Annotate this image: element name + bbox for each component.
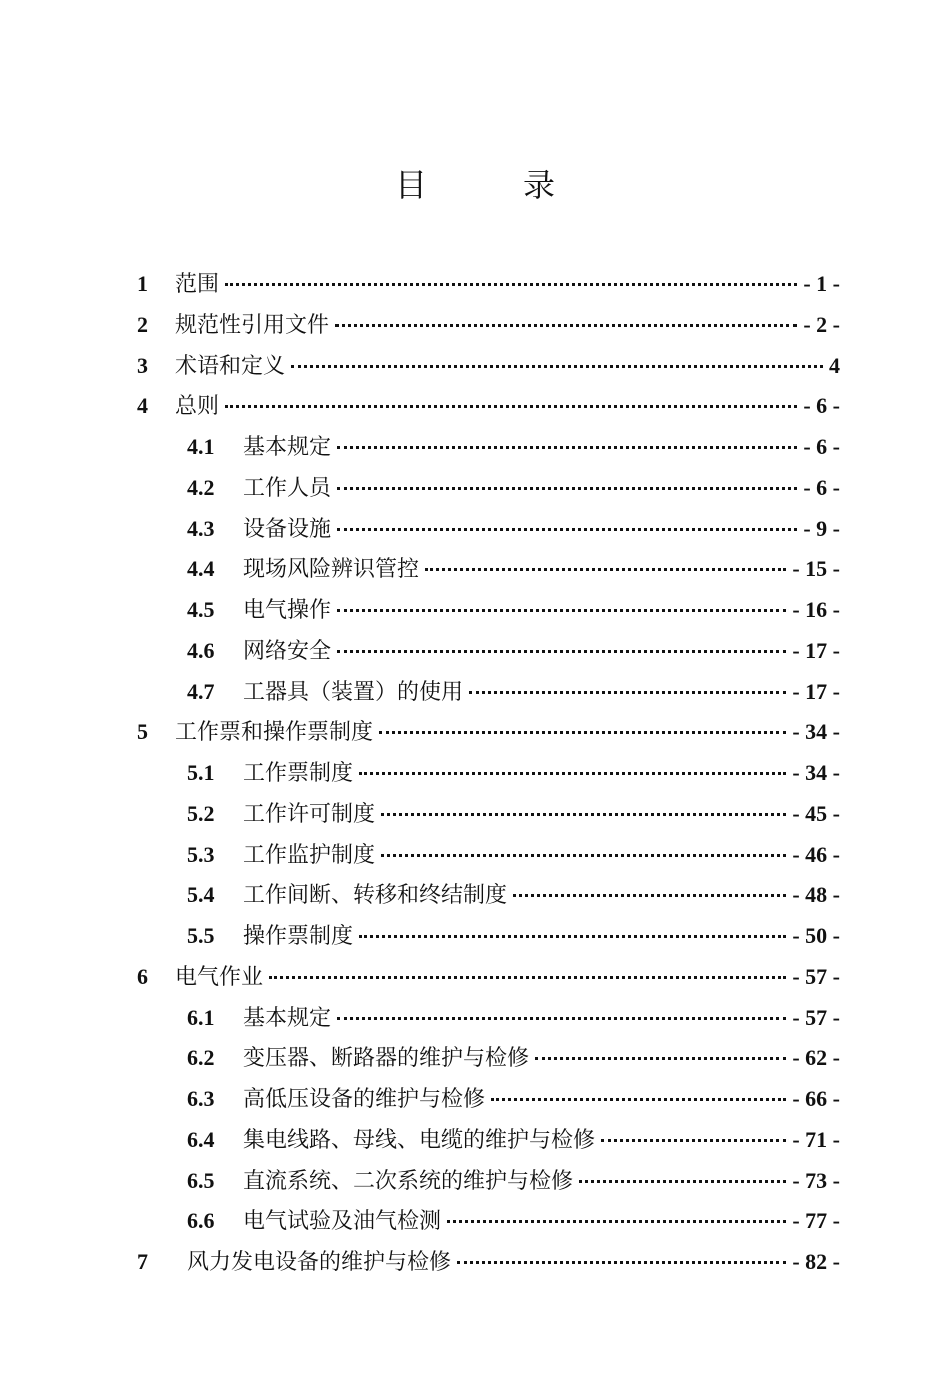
dot-leader bbox=[457, 1261, 786, 1264]
toc-entry-label: 工作票制度 bbox=[243, 760, 354, 785]
toc-entry-page: - 71 - bbox=[792, 1126, 840, 1152]
toc-entry-number: 6.3 bbox=[187, 1086, 215, 1111]
toc-entry[interactable] bbox=[0, 957, 950, 998]
toc-entry-number: 6.5 bbox=[187, 1167, 215, 1193]
toc-entry-page: - 34 - bbox=[792, 760, 840, 785]
dot-leader bbox=[379, 731, 786, 734]
toc-title: 目 录 bbox=[394, 167, 599, 203]
toc-entry-link[interactable] bbox=[243, 1201, 840, 1242]
toc-entry-page: - 2 - bbox=[803, 311, 840, 337]
toc-entry-number: 4.5 bbox=[187, 597, 215, 622]
toc-entry-number: 3 bbox=[137, 352, 148, 378]
dot-leader bbox=[381, 854, 786, 857]
toc-entry-page: - 17 - bbox=[792, 637, 840, 663]
toc-entry-label: 工作许可制度 bbox=[243, 800, 376, 826]
toc-entry-link[interactable] bbox=[175, 305, 840, 346]
toc-entry[interactable] bbox=[0, 753, 950, 794]
toc-entry[interactable] bbox=[0, 835, 950, 876]
toc-entry-link[interactable] bbox=[243, 1079, 840, 1120]
toc-entry-number: 2 bbox=[137, 311, 148, 337]
toc-entry-number: 4.2 bbox=[187, 474, 215, 500]
dot-leader bbox=[469, 691, 786, 694]
dot-leader bbox=[425, 568, 786, 571]
toc-entry-page: - 6 - bbox=[803, 474, 840, 500]
toc-entry-label: 总则 bbox=[175, 393, 220, 419]
toc-entry[interactable] bbox=[0, 264, 950, 305]
toc-entry-page: - 50 - bbox=[792, 923, 840, 948]
toc-entry[interactable] bbox=[0, 549, 950, 590]
toc-entry-page: - 6 - bbox=[803, 393, 840, 419]
toc-entry-label: 直流系统、二次系统的维护与检修 bbox=[243, 1167, 574, 1193]
dot-leader bbox=[535, 1057, 786, 1060]
toc-entry-number: 5 bbox=[137, 719, 148, 745]
toc-entry-link[interactable] bbox=[243, 672, 840, 713]
toc-entry-link[interactable] bbox=[243, 794, 840, 835]
toc-entry-number: 6.2 bbox=[187, 1045, 215, 1071]
toc-entry-label: 基本规定 bbox=[243, 434, 332, 459]
toc-entry-label: 设备设施 bbox=[243, 515, 332, 541]
toc-entry-number: 7 bbox=[137, 1249, 148, 1274]
toc-entry-link[interactable] bbox=[243, 998, 840, 1039]
toc-entry-link[interactable] bbox=[175, 346, 840, 387]
table-of-contents bbox=[0, 264, 950, 1283]
toc-entry-number: 4.3 bbox=[187, 515, 215, 541]
toc-entry-link[interactable] bbox=[243, 590, 840, 631]
toc-entry[interactable] bbox=[0, 1120, 950, 1161]
toc-entry-page: - 1 - bbox=[803, 271, 840, 296]
toc-entry[interactable] bbox=[0, 916, 950, 957]
toc-entry-link[interactable] bbox=[243, 753, 840, 794]
toc-entry-link[interactable] bbox=[175, 264, 840, 305]
toc-entry-page: - 66 - bbox=[792, 1086, 840, 1111]
dot-leader bbox=[359, 772, 786, 775]
dot-leader bbox=[335, 324, 797, 327]
toc-entry-number: 6.1 bbox=[187, 1004, 215, 1030]
toc-entry-link[interactable] bbox=[175, 957, 840, 998]
toc-entry[interactable] bbox=[0, 386, 950, 427]
toc-entry-number: 5.4 bbox=[187, 882, 215, 908]
toc-entry-number: 5.3 bbox=[187, 841, 215, 867]
toc-entry[interactable] bbox=[0, 875, 950, 916]
toc-entry-link[interactable] bbox=[243, 916, 840, 957]
toc-entry-number: 6.6 bbox=[187, 1208, 215, 1234]
toc-entry[interactable] bbox=[0, 998, 950, 1039]
toc-entry[interactable] bbox=[0, 305, 950, 346]
dot-leader bbox=[337, 1017, 786, 1020]
toc-entry-link[interactable] bbox=[187, 1242, 840, 1283]
toc-entry[interactable] bbox=[0, 427, 950, 468]
toc-entry-label: 工器具（装置）的使用 bbox=[243, 678, 464, 704]
dot-leader bbox=[225, 283, 797, 286]
toc-entry-page: - 46 - bbox=[792, 841, 840, 867]
dot-leader bbox=[225, 405, 797, 408]
toc-entry-page: - 9 - bbox=[803, 515, 840, 541]
dot-leader bbox=[579, 1180, 786, 1183]
toc-entry-page: - 82 - bbox=[792, 1249, 840, 1274]
dot-leader bbox=[337, 528, 797, 531]
toc-entry-page: - 48 - bbox=[792, 882, 840, 908]
toc-entry-number: 4.1 bbox=[187, 434, 215, 459]
toc-entry[interactable] bbox=[0, 1079, 950, 1120]
toc-entry-number: 6.4 bbox=[187, 1126, 215, 1152]
toc-entry[interactable] bbox=[0, 1161, 950, 1202]
dot-leader bbox=[381, 813, 786, 816]
toc-entry-label: 工作间断、转移和终结制度 bbox=[243, 882, 508, 908]
toc-entry-link[interactable] bbox=[175, 386, 840, 427]
dot-leader bbox=[337, 609, 786, 612]
toc-entry-link[interactable] bbox=[243, 631, 840, 672]
toc-entry-label: 工作票和操作票制度 bbox=[175, 719, 374, 745]
toc-entry-page: - 57 - bbox=[792, 963, 840, 989]
dot-leader bbox=[337, 650, 786, 653]
dot-leader bbox=[513, 894, 786, 897]
dot-leader bbox=[337, 446, 797, 449]
toc-entry-label: 现场风险辨识管控 bbox=[243, 556, 420, 582]
toc-entry-label: 范围 bbox=[175, 271, 220, 296]
dot-leader bbox=[601, 1139, 786, 1142]
toc-entry[interactable] bbox=[0, 672, 950, 713]
toc-entry-label: 术语和定义 bbox=[175, 352, 286, 378]
toc-entry-link[interactable] bbox=[243, 835, 840, 876]
toc-entry-link[interactable] bbox=[243, 468, 840, 509]
toc-entry[interactable] bbox=[0, 631, 950, 672]
toc-entry-link[interactable] bbox=[243, 875, 840, 916]
dot-leader bbox=[269, 976, 786, 979]
toc-entry[interactable] bbox=[0, 346, 950, 387]
toc-entry[interactable] bbox=[0, 590, 950, 631]
toc-entry-label: 基本规定 bbox=[243, 1004, 332, 1030]
toc-entry-page: - 16 - bbox=[792, 597, 840, 622]
toc-entry-label: 网络安全 bbox=[243, 637, 332, 663]
toc-entry-number: 4 bbox=[137, 393, 148, 419]
toc-entry-link[interactable] bbox=[243, 1161, 840, 1202]
toc-entry-page: - 77 - bbox=[792, 1208, 840, 1234]
toc-entry-label: 工作人员 bbox=[243, 474, 332, 500]
dot-leader bbox=[359, 935, 786, 938]
toc-entry-number: 4.4 bbox=[187, 556, 215, 582]
toc-entry[interactable] bbox=[0, 1242, 950, 1283]
toc-entry-number: 5.5 bbox=[187, 923, 215, 948]
toc-entry-page: - 15 - bbox=[792, 556, 840, 582]
toc-entry-number: 5.2 bbox=[187, 800, 215, 826]
toc-entry-link[interactable] bbox=[243, 427, 840, 468]
toc-entry-number: 6 bbox=[137, 963, 148, 989]
toc-entry-number: 5.1 bbox=[187, 760, 215, 785]
toc-entry-page: - 62 - bbox=[792, 1045, 840, 1071]
toc-entry-label: 电气试验及油气检测 bbox=[243, 1208, 442, 1234]
toc-entry-page: - 17 - bbox=[792, 678, 840, 704]
toc-entry[interactable] bbox=[0, 794, 950, 835]
toc-entry-label: 高低压设备的维护与检修 bbox=[243, 1086, 486, 1111]
toc-entry[interactable] bbox=[0, 509, 950, 550]
toc-entry-label: 变压器、断路器的维护与检修 bbox=[243, 1045, 530, 1071]
toc-entry-number: 1 bbox=[137, 271, 148, 296]
toc-entry-link[interactable] bbox=[175, 712, 840, 753]
toc-entry[interactable] bbox=[0, 468, 950, 509]
toc-entry-label: 电气作业 bbox=[175, 963, 264, 989]
toc-entry-label: 规范性引用文件 bbox=[175, 311, 330, 337]
dot-leader bbox=[337, 487, 797, 490]
toc-entry[interactable] bbox=[0, 712, 950, 753]
toc-entry-link[interactable] bbox=[243, 1038, 840, 1079]
toc-entry-page: - 6 - bbox=[803, 434, 840, 459]
toc-entry-label: 电气操作 bbox=[243, 597, 332, 622]
toc-entry-page: - 34 - bbox=[792, 719, 840, 745]
toc-entry-number: 4.7 bbox=[187, 678, 215, 704]
toc-entry-label: 风力发电设备的维护与检修 bbox=[187, 1249, 452, 1274]
toc-entry-page: - 57 - bbox=[792, 1004, 840, 1030]
toc-entry-page: 4 bbox=[829, 352, 840, 378]
toc-entry-page: - 45 - bbox=[792, 800, 840, 826]
toc-entry-link[interactable] bbox=[243, 549, 840, 590]
dot-leader bbox=[291, 365, 823, 368]
toc-entry-label: 工作监护制度 bbox=[243, 841, 376, 867]
toc-entry[interactable] bbox=[0, 1038, 950, 1079]
toc-entry-label: 操作票制度 bbox=[243, 923, 354, 948]
toc-entry-label: 集电线路、母线、电缆的维护与检修 bbox=[243, 1126, 596, 1152]
dot-leader bbox=[491, 1098, 786, 1101]
dot-leader bbox=[447, 1220, 786, 1223]
toc-entry-page: - 73 - bbox=[792, 1167, 840, 1193]
toc-entry-link[interactable] bbox=[243, 1120, 840, 1161]
toc-entry-number: 4.6 bbox=[187, 637, 215, 663]
toc-entry[interactable] bbox=[0, 1201, 950, 1242]
toc-entry-link[interactable] bbox=[243, 509, 840, 550]
